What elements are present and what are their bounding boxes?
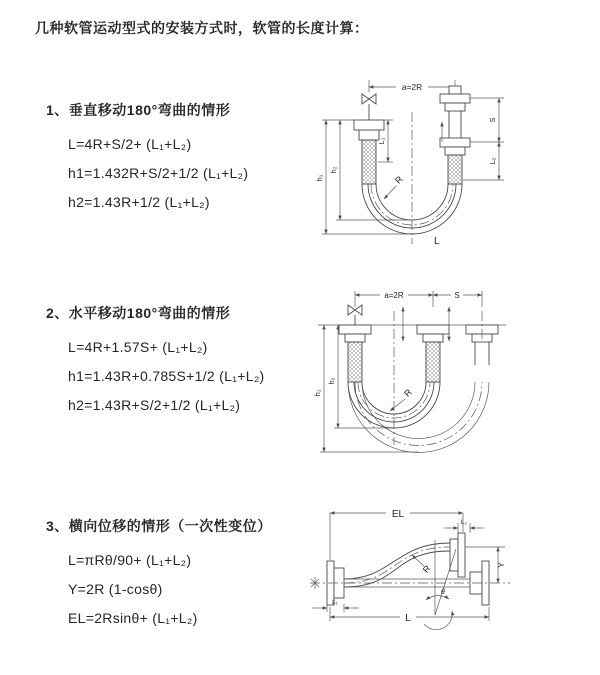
label-theta: θ (441, 589, 445, 596)
hose-braid-hatch (448, 155, 462, 184)
dimension-a-2r (369, 80, 455, 92)
dimension-l (330, 607, 489, 624)
formula-y: Y=2R (1-cosθ) (68, 581, 163, 597)
radius-callout (384, 174, 405, 199)
left-pipe-flange (354, 120, 384, 184)
dim-label-h1: h₁ (313, 389, 322, 397)
valve-icon (362, 94, 376, 120)
label-r: R (393, 174, 405, 186)
formula-h1: h1=1.43R+0.785S+1/2 (L₁+L₂) (68, 368, 265, 384)
dim-label-l2: L₂ (488, 157, 497, 165)
section-horizontal-movement (46, 303, 316, 420)
diagram-horizontal-180-bend (310, 283, 598, 455)
radius-callout (390, 387, 414, 411)
dimension-a2r-s (355, 290, 482, 307)
label-r: R (402, 387, 414, 399)
formula-length: L=4R+1.57S+ (L₁+L₂) (68, 339, 208, 355)
formula-el: EL=2Rsinθ+ (L₁+L₂) (68, 610, 198, 626)
dim-label-a2r: a=2R (401, 82, 423, 92)
dim-label-y: Y (497, 562, 506, 568)
diagram-2-drawing (310, 283, 598, 455)
valve-icon (348, 305, 362, 325)
formula-h2: h2=1.43R+1/2 (L₁+L₂) (68, 194, 210, 210)
dim-label-a2r: a=2R (384, 291, 404, 300)
section-1-heading: 1、垂直移动180°弯曲的情形 (46, 102, 231, 118)
hose-u-bend-shifted (348, 382, 489, 452)
hose-braid-hatch (348, 342, 362, 382)
dimension-h1-h2 (313, 325, 418, 452)
diagram-3-drawing (300, 500, 600, 650)
formula-h1: h1=1.432R+S/2+1/2 (L₁+L₂) (68, 165, 249, 181)
label-l: L (434, 236, 440, 247)
dim-label-l1: L₁ (332, 599, 338, 606)
dim-label-l1: L₁ (377, 137, 386, 145)
diagram-vertical-180-bend (312, 72, 597, 257)
label-r: R (420, 563, 433, 575)
formula-length: L=πRθ/90+ (L₁+L₂) (68, 552, 192, 568)
dim-label-h2: h₂ (329, 166, 338, 174)
dimension-l2 (444, 519, 484, 533)
formula-length: L=4R+S/2+ (L₁+L₂) (68, 136, 192, 152)
middle-pipe-flange (417, 325, 449, 382)
dim-label-s: S (454, 291, 460, 300)
formula-h2: h2=1.43R+S/2+1/2 (L₁+L₂) (68, 397, 241, 413)
dim-label-h1: h₁ (315, 174, 324, 182)
section-2-heading: 2、水平移动180°弯曲的情形 (46, 305, 231, 321)
section-vertical-movement (46, 100, 316, 217)
diagram-1-drawing (312, 72, 597, 257)
dim-label-el: EL (391, 509, 405, 520)
section-3-heading: 3、横向位移的情形（一次性变位） (46, 518, 272, 534)
right-pipe-flanges (440, 86, 470, 184)
hose-braid-hatch (362, 140, 376, 184)
hose-s-curve (344, 543, 450, 587)
left-pipe-flange (339, 325, 371, 382)
dimension-el (330, 506, 463, 560)
radius-callout (412, 555, 433, 575)
page-title: 几种软管运动型式的安装方式时，软管的长度计算： (35, 20, 369, 36)
dimension-l1 (312, 599, 359, 612)
diagram-lateral-displacement (300, 500, 600, 650)
dim-label-s: S (488, 117, 497, 123)
dim-label-h2: h₂ (327, 377, 336, 385)
hose-braid-hatch (426, 342, 440, 382)
dim-label-l: L (405, 613, 411, 624)
dim-label-l2: L₂ (460, 519, 468, 526)
section-lateral-displacement (46, 516, 316, 633)
upper-flange (450, 533, 465, 577)
